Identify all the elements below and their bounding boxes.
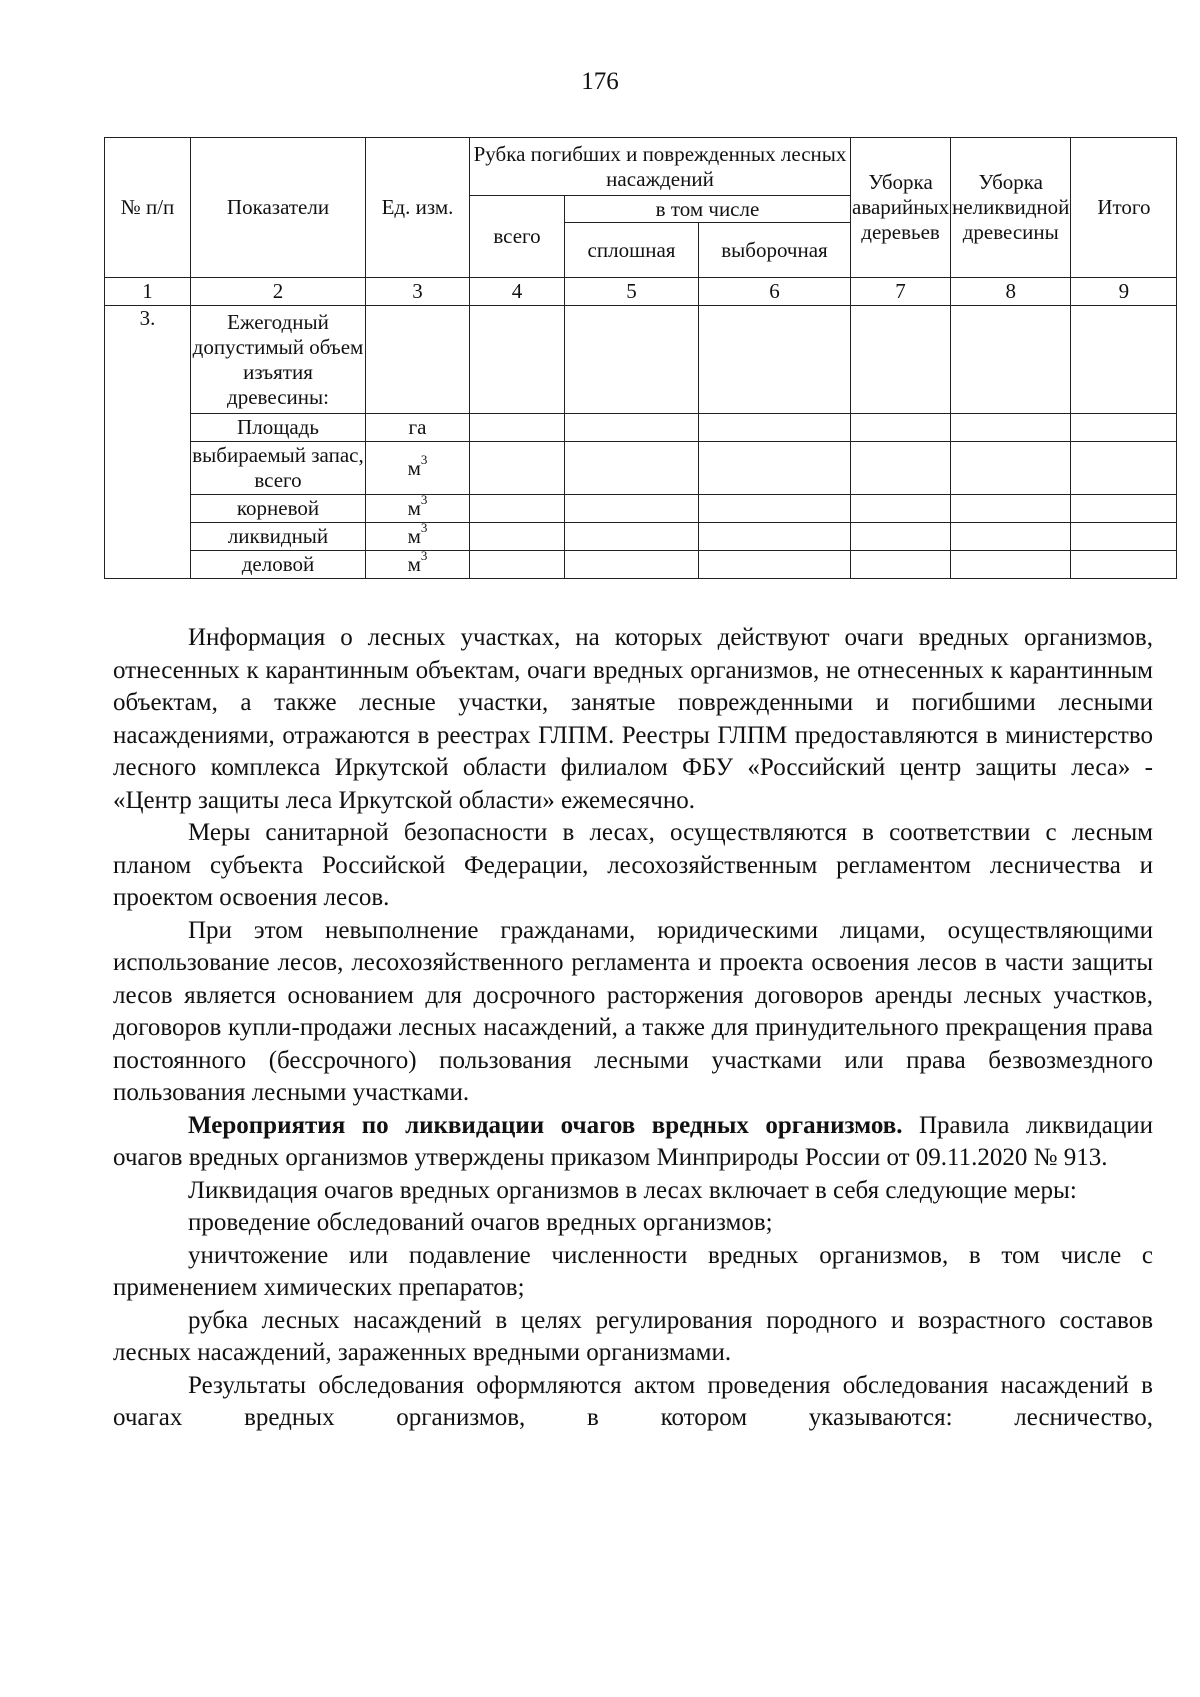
paragraph: Результаты обследования оформляются актом проведения обследования насаждений в очагах вредных организмов, в котором указываются: лесничество, (113, 1371, 1153, 1431)
header-clear: сплошная (565, 223, 699, 278)
row-label-business: деловой (191, 551, 366, 579)
cell-empty (951, 306, 1071, 414)
cell-empty (470, 495, 565, 523)
cell-empty (699, 495, 851, 523)
header-total: всего (470, 196, 565, 278)
cell-empty (699, 551, 851, 579)
col-number-9: 9 (1071, 278, 1177, 306)
row-unit-liquid (366, 523, 470, 551)
row-number: 3. (105, 306, 191, 579)
cell-empty (1071, 495, 1177, 523)
cell-empty (951, 414, 1071, 442)
unit-text: м (407, 496, 421, 520)
unit-text: м (407, 552, 421, 576)
cell-empty (565, 551, 699, 579)
header-including: в том числе (565, 196, 851, 223)
cell-empty (565, 523, 699, 551)
col-number-3: 3 (366, 278, 470, 306)
col-number-4: 4 (470, 278, 565, 306)
cell-empty (470, 442, 565, 495)
header-emergency-trees: Уборка аварийных деревьев (851, 138, 951, 278)
paragraph: уничтожение или подавление численности вредных организмов, в том числе с применением химических препаратов; (113, 1241, 1153, 1301)
row-label-area: Площадь (191, 414, 366, 442)
cell-empty (851, 414, 951, 442)
col-number-2: 2 (191, 278, 366, 306)
paragraph: Меры санитарной безопасности в лесах, осуществляются в соответствии с лесным планом субъекта Российской Федерации, лесохозяйственным регламентом лесничества и проектом освоения лесов. (113, 819, 1153, 911)
cell-empty (565, 414, 699, 442)
cell-empty (565, 442, 699, 495)
unit-power: 3 (420, 451, 428, 467)
cell-empty (851, 495, 951, 523)
cell-empty (951, 551, 1071, 579)
cell-empty (699, 306, 851, 414)
cell-empty (951, 442, 1071, 495)
header-felling-group: Рубка погибших и поврежденных лесных насаждений (470, 138, 851, 196)
col-number-1: 1 (105, 278, 191, 306)
cell-empty (1071, 442, 1177, 495)
paragraph: рубка лесных насаждений в целях регулирования породного и возрастного составов лесных насаждений, зараженных вредными организмами. (113, 1306, 1153, 1366)
cell-empty (699, 442, 851, 495)
cell-empty (1071, 306, 1177, 414)
cell-empty (470, 551, 565, 579)
cell-empty (851, 442, 951, 495)
row-label-stock-total: выбираемый запас, всего (191, 442, 366, 495)
header-unit: Ед. изм. (366, 138, 470, 278)
page-number: 176 (581, 68, 619, 95)
cell-empty (366, 306, 470, 414)
cell-empty (851, 306, 951, 414)
cell-empty (470, 306, 565, 414)
row-title: Ежегодный допустимый объем изъятия древесины: (191, 306, 366, 414)
cell-empty (699, 523, 851, 551)
row-label-liquid: ликвидный (191, 523, 366, 551)
cell-empty (1071, 551, 1177, 579)
cell-empty (565, 495, 699, 523)
paragraph: При этом невыполнение гражданами, юридическими лицами, осуществляющими использование лесов, лесохозяйственного регламента и проекта освоения лесов в части защиты лесов является основанием для досрочного расторжения договоров аренды лесных участков, договоров купли-продажи лесных насаждений, а также для принудительного прекращения права постоянного (бессрочного) пользования лесными участками или права безвозмездного пользования лесными участками. (113, 916, 1153, 1106)
paragraph (113, 1110, 1153, 1175)
unit-power: 3 (420, 522, 428, 535)
col-number-5: 5 (565, 278, 699, 306)
data-table (104, 137, 1177, 579)
cell-empty (565, 306, 699, 414)
row-label-root: корневой (191, 495, 366, 523)
header-sum: Итого (1071, 138, 1177, 278)
section-heading: Мероприятия по ликвидации очагов вредных организмов. (188, 1111, 903, 1139)
row-unit-root (366, 495, 470, 523)
cell-empty (851, 551, 951, 579)
header-illiquid-wood: Уборка неликвидной древесины (951, 138, 1071, 278)
paragraph: Информация о лесных участках, на которых действуют очаги вредных организмов, отнесенных к карантинным объектам, очаги вредных организмов, не отнесенных к карантинным объектам, а также лесные участки, занятые поврежденными и погибшими лесными насаждениями, отражаются в реестрах ГЛПМ. Реестры ГЛПМ предоставляются в министерство лесного комплекса Иркутской области филиалом ФБУ «Российский центр защиты леса» - «Центр защиты леса Иркутской области» ежемесячно. (113, 624, 1153, 814)
row-unit-area: га (366, 414, 470, 442)
row-unit-business (366, 551, 470, 579)
unit-text: м (407, 524, 421, 548)
cell-empty (1071, 523, 1177, 551)
row-unit-stock-total (366, 442, 470, 495)
unit-text: м (407, 455, 421, 480)
col-number-8: 8 (951, 278, 1071, 306)
cell-empty (470, 414, 565, 442)
cell-empty (699, 414, 851, 442)
header-indicators: Показатели (191, 138, 366, 278)
header-num: № п/п (105, 138, 191, 278)
paragraph: Ликвидация очагов вредных организмов в лесах включает в себя следующие меры: (188, 1176, 1077, 1204)
paragraph: проведение обследований очагов вредных организмов; (188, 1209, 773, 1236)
cell-empty (1071, 414, 1177, 442)
col-number-6: 6 (699, 278, 851, 306)
cell-empty (851, 523, 951, 551)
header-selective: выборочная (699, 223, 851, 278)
cell-empty (951, 495, 1071, 523)
paragraph-text: Правила ликвидации очагов вредных организмов утверждены приказом Минприроды России от 09.11.2020 № 913. (113, 1111, 1153, 1171)
cell-empty (470, 523, 565, 551)
unit-power: 3 (420, 550, 428, 563)
cell-empty (951, 523, 1071, 551)
body-text (113, 622, 1153, 1435)
col-number-7: 7 (851, 278, 951, 306)
unit-power: 3 (420, 494, 428, 507)
